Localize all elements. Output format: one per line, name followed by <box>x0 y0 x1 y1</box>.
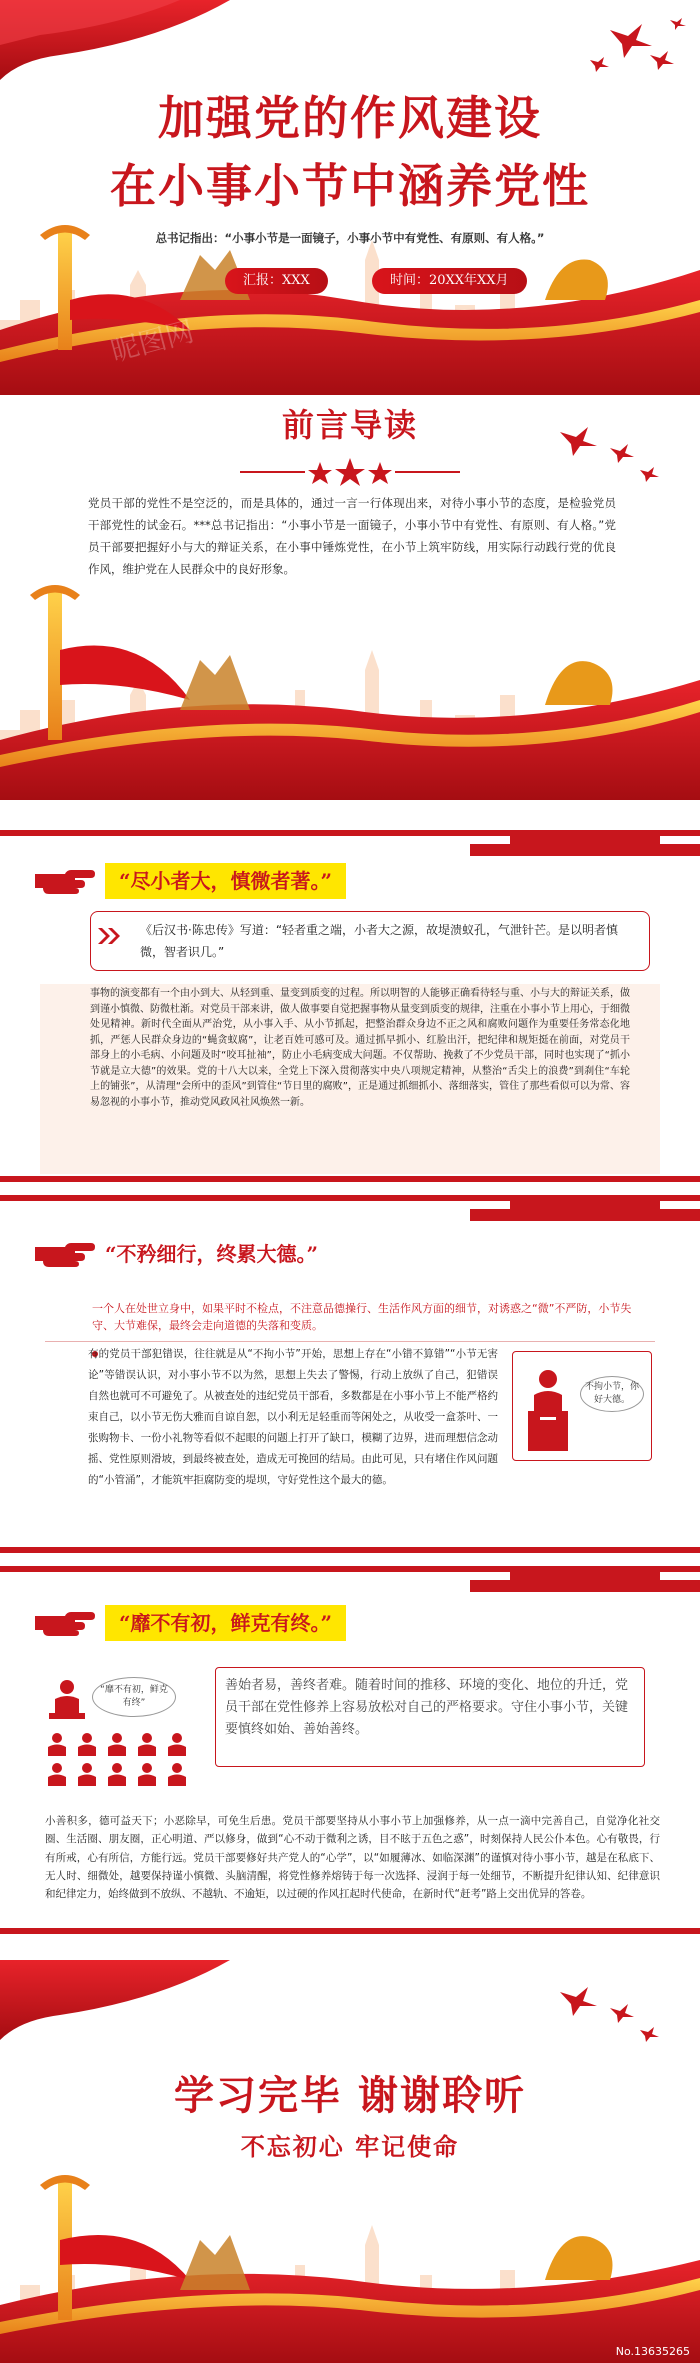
section3-box-text: 善始者易，善终者难。随着时间的推移、环境的变化、地位的升迁，党员干部在党性修养上容易放松对自己的严格要求。守住小事小节，关键要慎终如始、善始善终。 <box>225 1678 629 1737</box>
section3 <box>0 1572 700 1932</box>
intro-decoration <box>0 400 700 800</box>
section1-quote: “尽小者大，慎微者著。” <box>105 863 346 899</box>
section1-source: 《后汉书·陈忠传》写道：“轻者重之端，小者大之源，故堤溃蚁孔，气泄针芒。是以明者慎微，智者识几。” <box>140 923 619 959</box>
cover-section <box>0 0 700 395</box>
section3-quote: “靡不有初，鲜克有终。” <box>105 1605 346 1641</box>
section2-bottom-bar <box>0 1547 700 1553</box>
closing-title: 学习完毕 谢谢聆听 <box>174 2072 526 2119</box>
section3-skyline-icon <box>470 1572 700 1592</box>
section2-lead: 一个人在处世立身中，如果平时不检点，不注意品德操行、生活作风方面的细节，对诱惑之“微”不严防，小节失守、大节难保，最终会走向道德的失落和变质。 <box>92 1302 632 1332</box>
section1-skyline-icon <box>470 836 700 856</box>
pointing-hand-icon <box>35 1608 95 1638</box>
section1 <box>0 836 700 1181</box>
reporter-badge: 汇报：XXX <box>225 268 328 294</box>
section3-bottom-bar <box>0 1928 700 1934</box>
section2 <box>0 1201 700 1551</box>
section1-bottom-bar <box>0 1176 700 1182</box>
section2-divider <box>45 1341 655 1342</box>
intro-section <box>0 400 700 800</box>
closing-section <box>0 1960 700 2363</box>
cover-quote: 总书记指出：“小事小节是一面镜子，小事小节中有党性、有原则、有人格。” <box>155 231 545 245</box>
pointing-hand-icon <box>35 1239 95 1269</box>
watermark: 昵图网 <box>107 314 198 369</box>
intro-body: 党员干部的党性不是空泛的，而是具体的，通过一言一行体现出来，对待小事小节的态度，是检验党员干部党性的试金石。***总书记指出：“小事小节是一面镜子，小事小节中有党性、有原则、有人格。”党员干部要把握好小与大的辩证关系，在小事中锤炼党性，在小节上筑牢防线，用实际行动践行党的优良作风，维护党在人民群众中的良好形象。 <box>88 496 616 576</box>
section1-quote-row <box>35 863 346 899</box>
section3-bubble: “靡不有初，鲜克有终” <box>92 1677 176 1717</box>
intro-heading: 前言导读 <box>281 406 418 444</box>
cover-title-line1: 加强党的作风建设 <box>158 91 542 145</box>
chevron-arrows-icon <box>96 926 126 946</box>
cover-title-line2: 在小事小节中涵养党性 <box>110 159 590 213</box>
section2-body: 有的党员干部犯错误，往往就是从“不拘小节”开始，思想上存在“小错不算错”“小节无害论”等错误认识，对小事小节不以为然，思想上失去了警惕，行动上放纵了自己，犯错误自然也就可不可避免了。从被查处的违纪党员干部看，多数都是在小事小节上不能严格约束自己，以小节无伤大雅而自谅自恕，以小利无足轻重而等闲处之，从收受一盒茶叶、一张购物卡、一份小礼物等看似不起眼的问题上打开了缺口，模糊了边界，进而理想信念动摇、党性原则滑坡，到最终被查处，造成无可挽回的结局。由此可见，只有堵住作风问题的“小管涌”，才能筑牢拒腐防变的堤坝，守好党性这个最大的德。 <box>88 1348 498 1486</box>
pointing-hand-icon <box>35 866 95 896</box>
image-id: No.13635265 <box>615 2345 690 2358</box>
section2-quote: “不矜细行，终累大德。” <box>105 1242 319 1266</box>
closing-subtitle: 不忘初心 牢记使命 <box>240 2132 460 2161</box>
section3-body: 小善积多，德可益天下；小恶除早，可免生后患。党员干部要坚持从小事小节上加强修养，从一点一滴中完善自己，自觉净化社交圈、生活圈、朋友圈，正心明道、严以修身，做到“心不动于微利之诱，目不眩于五色之惑”，时刻保持人民公仆本色。心有敬畏，行有所戒，心有所信，方能行远。党员干部要修好共产党人的“心学”，以“如履薄冰、如临深渊”的谨慎对待小事小节，越是在私底下、无人时、细微处，越要保持谨小慎微、头脑清醒，将党性修养熔铸于每一次选择、浸润于每一处细节，不断提升纪律认知、纪律意识和纪律定力，始终做到不放纵、不越轨、不逾矩，以过硬的作风扛起时代使命，在新时代“赶考”路上交出优异的答卷。 <box>45 1815 660 1901</box>
date-badge: 时间：20XX年XX月 <box>372 268 527 294</box>
section2-bubble: 不拘小节，你好大德。 <box>580 1376 644 1412</box>
section1-body: 事物的演变都有一个由小到大、从轻到重、量变到质变的过程。所以明智的人能够正确看待轻与重、小与大的辩证关系，做到谨小慎微、防微杜渐。对党员干部来讲，做人做事要自觉把握事物从量变到质变的规律，注重在小事小节上用心，于细微处见精神。新时代全面从严治党，从小事入手、从小节抓起，把整治群众身边不正之风和腐败问题作为重要任务常态化地抓，严惩人民群众身边的“蝇贪蚁腐”，让老百姓可感可及。通过抓早抓小、红脸出汗，把纪律和规矩挺在前面，对党员干部身上的小毛病、小问题及时“咬耳扯袖”，防止小毛病变成大问题。不仅帮助、挽救了不少党员干部，同时也实现了“抓小节就是立大德”的效果。党的十八大以来，全党上下深入贯彻落实中央八项规定精神，从整治“舌尖上的浪费”到刹住“车轮上的铺张”，从清理“会所中的歪风”到管住“节日里的腐败”，正是通过抓细抓小、落细落实，管住了那些看似可以为常、容易忽视的小事小节，推动党风政风社风焕然一新。 <box>90 988 630 1108</box>
section3-quote-row <box>35 1605 346 1641</box>
section2-quote-row <box>35 1239 318 1269</box>
section2-skyline-icon <box>470 1201 700 1221</box>
